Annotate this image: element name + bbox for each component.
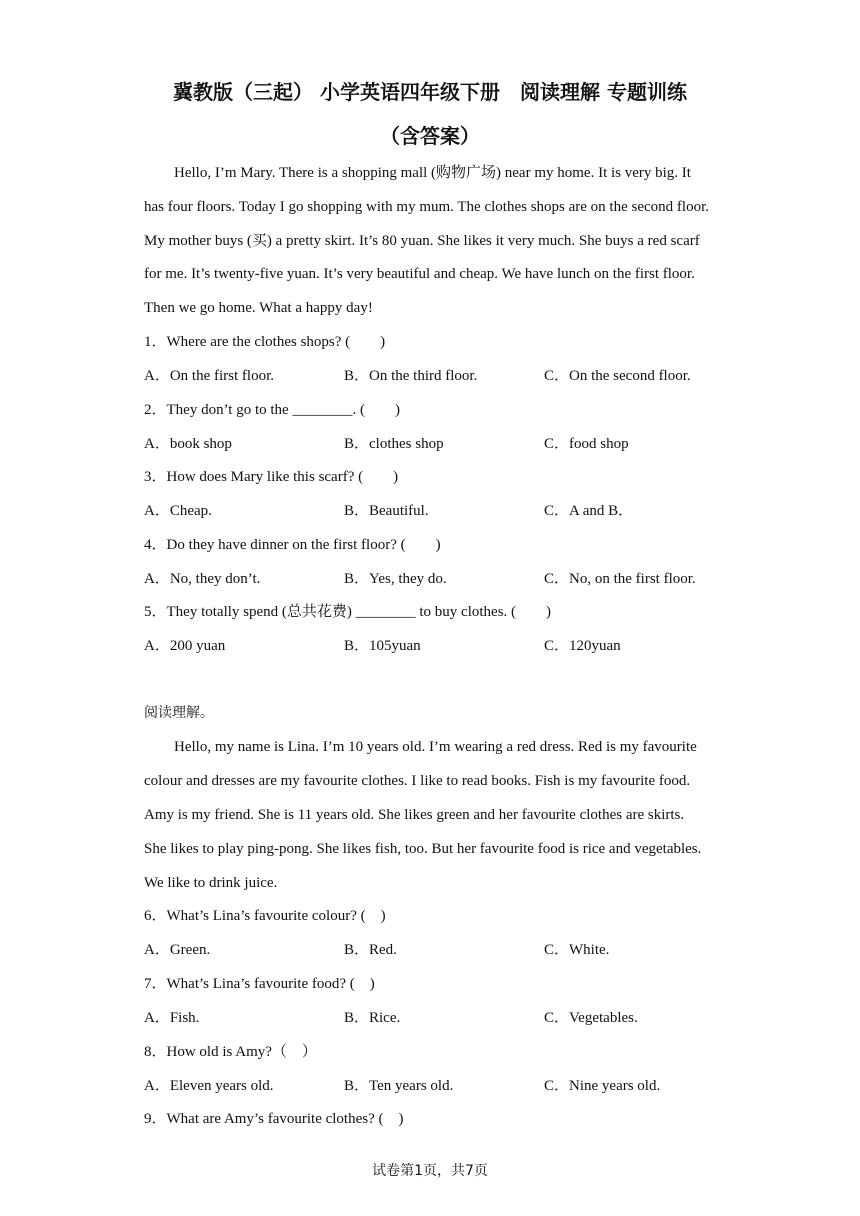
document-title-line-2: （含答案） bbox=[380, 124, 480, 148]
question-6-option-a: A．Green. bbox=[144, 942, 211, 958]
question-1-option-b: B．On the third floor. bbox=[344, 368, 478, 384]
question-7-option-a: A．Fish. bbox=[144, 1010, 200, 1026]
question-3-option-a: A．Cheap. bbox=[144, 503, 212, 519]
section-2-heading: 阅读理解。 bbox=[144, 705, 214, 721]
question-3-option-c: C．A and B． bbox=[544, 503, 634, 519]
question-4: 4．Do they have dinner on the first floor? ( ) bbox=[144, 537, 441, 553]
question-5: 5．They totally spend (总共花费) ________ to buy clothes. ( ) bbox=[144, 604, 552, 620]
question-2-option-a: A．book shop bbox=[144, 436, 232, 452]
question-6-option-b: B．Red. bbox=[344, 942, 397, 958]
question-2-option-b: B．clothes shop bbox=[344, 436, 444, 452]
document-title-line-1: 冀教版（三起） 小学英语四年级下册 阅读理解 专题训练 bbox=[173, 80, 687, 104]
passage1-line: Then we go home. What a happy day! bbox=[144, 300, 373, 316]
passage1-line: has four floors. Today I go shopping with my mum. The clothes shops are on the second floor. bbox=[144, 199, 709, 215]
passage2-line: We like to drink juice. bbox=[144, 875, 278, 891]
question-3-option-b: B．Beautiful. bbox=[344, 503, 429, 519]
question-3: 3．How does Mary like this scarf? ( ) bbox=[144, 469, 399, 485]
question-4-option-c: C．No, on the first floor. bbox=[544, 571, 696, 587]
question-4-option-a: A．No, they don’t. bbox=[144, 571, 261, 587]
passage2-line: She likes to play ping-pong. She likes fish, too. But her favourite food is rice and vegetables. bbox=[144, 841, 702, 857]
question-8-option-c: C．Nine years old. bbox=[544, 1078, 661, 1094]
question-1-option-a: A．On the first floor. bbox=[144, 368, 274, 384]
question-5-option-a: A．200 yuan bbox=[144, 638, 226, 654]
question-2: 2．They don’t go to the ________. ( ) bbox=[144, 402, 400, 418]
passage1-line: My mother buys (买) a pretty skirt. It’s 80 yuan. She likes it very much. She buys a red scarf bbox=[144, 233, 700, 249]
question-6: 6．What’s Lina’s favourite colour? ( ) bbox=[144, 908, 386, 924]
page-footer: 试卷第1页，共7页 bbox=[372, 1163, 488, 1179]
question-9: 9．What are Amy’s favourite clothes? ( ) bbox=[144, 1111, 404, 1127]
passage2-line: Amy is my friend. She is 11 years old. She likes green and her favourite clothes are skirts. bbox=[144, 807, 685, 823]
passage2-line: Hello, my name is Lina. I’m 10 years old. I’m wearing a red dress. Red is my favourite bbox=[174, 739, 697, 755]
question-5-option-c: C．120yuan bbox=[544, 638, 621, 654]
question-1-option-c: C．On the second floor. bbox=[544, 368, 691, 384]
question-8-option-b: B．Ten years old. bbox=[344, 1078, 454, 1094]
question-4-option-b: B．Yes, they do. bbox=[344, 571, 447, 587]
question-7: 7．What’s Lina’s favourite food? ( ) bbox=[144, 976, 375, 992]
passage1-line: Hello, I’m Mary. There is a shopping mall (购物广场) near my home. It is very big. It bbox=[174, 165, 691, 181]
question-6-option-c: C．White. bbox=[544, 942, 610, 958]
question-1: 1．Where are the clothes shops? ( ) bbox=[144, 334, 386, 350]
question-8-option-a: A．Eleven years old. bbox=[144, 1078, 274, 1094]
question-5-option-b: B．105yuan bbox=[344, 638, 421, 654]
question-7-option-c: C．Vegetables. bbox=[544, 1010, 638, 1026]
passage1-line: for me. It’s twenty-five yuan. It’s very beautiful and cheap. We have lunch on the first floor. bbox=[144, 266, 695, 282]
question-2-option-c: C．food shop bbox=[544, 436, 629, 452]
passage2-line: colour and dresses are my favourite clothes. I like to read books. Fish is my favourite food. bbox=[144, 773, 691, 789]
question-8: 8．How old is Amy?（ ） bbox=[144, 1044, 317, 1060]
question-7-option-b: B．Rice. bbox=[344, 1010, 401, 1026]
